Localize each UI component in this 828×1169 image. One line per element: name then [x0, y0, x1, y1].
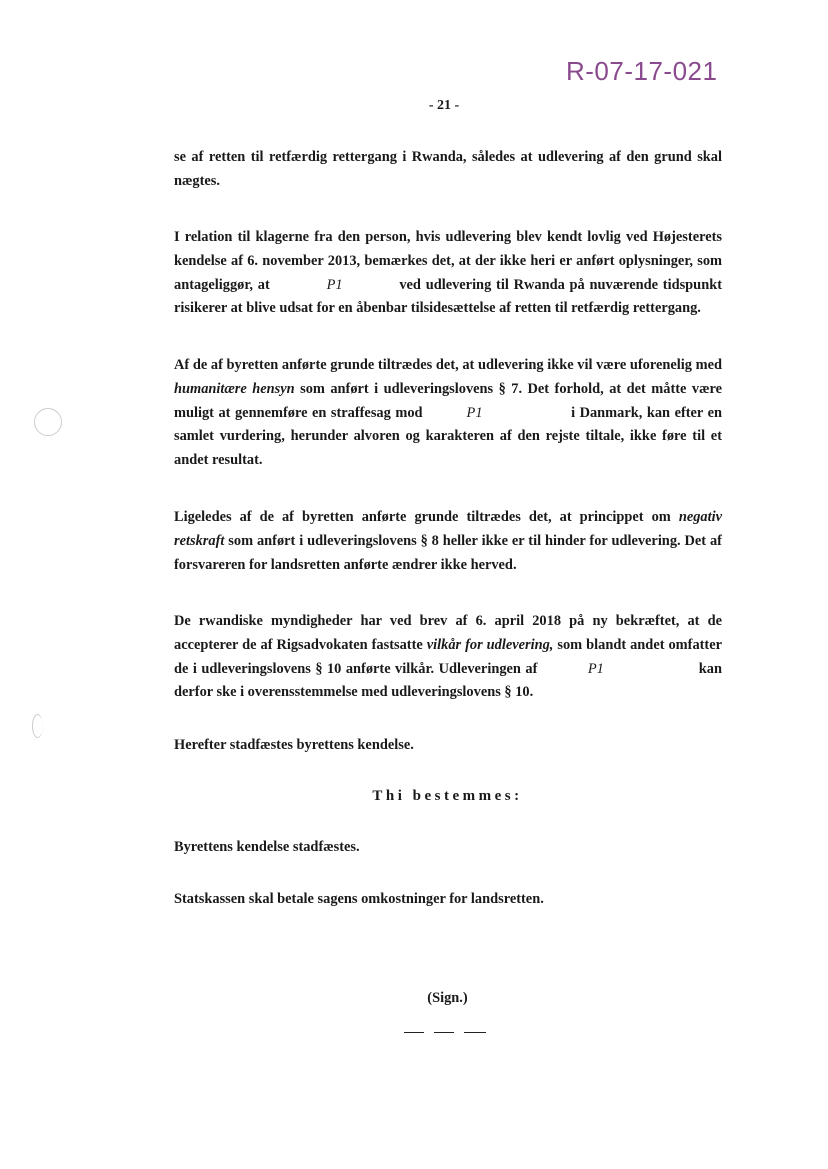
paragraph-5-text-c: kan derfor ske i overensstemmelse med udleveringslovens § 10. — [174, 660, 722, 701]
paragraph-5-text-b: som blandt andet omfatter de i udleveringslovens § 10 anførte vilkår. Udleveringen af — [174, 636, 722, 677]
paragraph-5 — [174, 610, 722, 705]
paragraph-1: se af retten til retfærdig rettergang i Rwanda, således at udlevering af den grund skal nægtes. — [174, 149, 722, 189]
document-stamp: R-07-17-021 — [566, 56, 718, 86]
paragraph-3-text-c: i Danmark, kan efter en samlet vurdering, herunder alvoren og karakteren af den rejste tiltale, ikke føre til et andet resultat. — [174, 404, 722, 469]
ruling-heading: Thi bestemmes: — [372, 788, 523, 804]
paragraph-3-italic: humanitære hensyn — [174, 380, 295, 397]
redacted-name: P1 — [466, 404, 483, 421]
paragraph-4-text-b: som anført i udleveringslovens § 8 heller ikke er til hinder for udlevering. Det af forsvareren for landsretten anførte ændrer ikke herved. — [174, 532, 722, 573]
redacted-name: P1 — [587, 660, 604, 677]
paragraph-8: Statskassen skal betale sagens omkostninger for landsretten. — [174, 891, 544, 907]
paragraph-2-text-b: ved udlevering til Rwanda på nuværende tidspunkt risikerer at blive udsat for en åbenbar tilsidesættelse af retten til retfærdig rettergang. — [174, 276, 722, 317]
paragraph-4-italic: negativ retskraft — [174, 509, 722, 549]
closing-dash — [464, 1032, 486, 1033]
punch-hole-mark — [32, 714, 43, 738]
paragraph-5-italic: vilkår for udlevering, — [426, 636, 554, 653]
signature-note: (Sign.) — [427, 990, 468, 1006]
paragraph-3-text-a: Af de af byretten anførte grunde tiltrædes det, at udlevering ikke vil være uforenelig med — [174, 357, 722, 373]
punch-hole-mark — [34, 408, 62, 436]
paragraph-2-text-a: I relation til klagerne fra den person, hvis udlevering blev kendt lovlig ved Højesterets kendelse af 6. november 2013, bemærkes det, at der ikke heri er anført oplysninger, som antageliggør, at — [174, 229, 722, 293]
paragraph-2 — [174, 226, 722, 321]
paragraph-4-text-a: Ligeledes af de af byretten anførte grunde tiltrædes det, at princippet om — [174, 509, 671, 525]
paragraph-4 — [174, 506, 722, 577]
paragraph-6: Herefter stadfæstes byrettens kendelse. — [174, 737, 414, 753]
paragraph-5-text-a: De rwandiske myndigheder har ved brev af 6. april 2018 på ny bekræftet, at de accepterer de af Rigsadvokaten fastsatte — [174, 613, 722, 653]
paragraph-3-text-b: som anført i udleveringslovens § 7. Det forhold, at det måtte være muligt at gennemføre en straffesag mod — [174, 380, 722, 421]
closing-dash — [434, 1032, 454, 1033]
paragraph-7: Byrettens kendelse stadfæstes. — [174, 839, 360, 855]
paragraph-3 — [174, 354, 722, 473]
closing-dash — [404, 1032, 424, 1033]
page-number: - 21 - — [428, 98, 460, 113]
redacted-name: P1 — [326, 276, 343, 293]
